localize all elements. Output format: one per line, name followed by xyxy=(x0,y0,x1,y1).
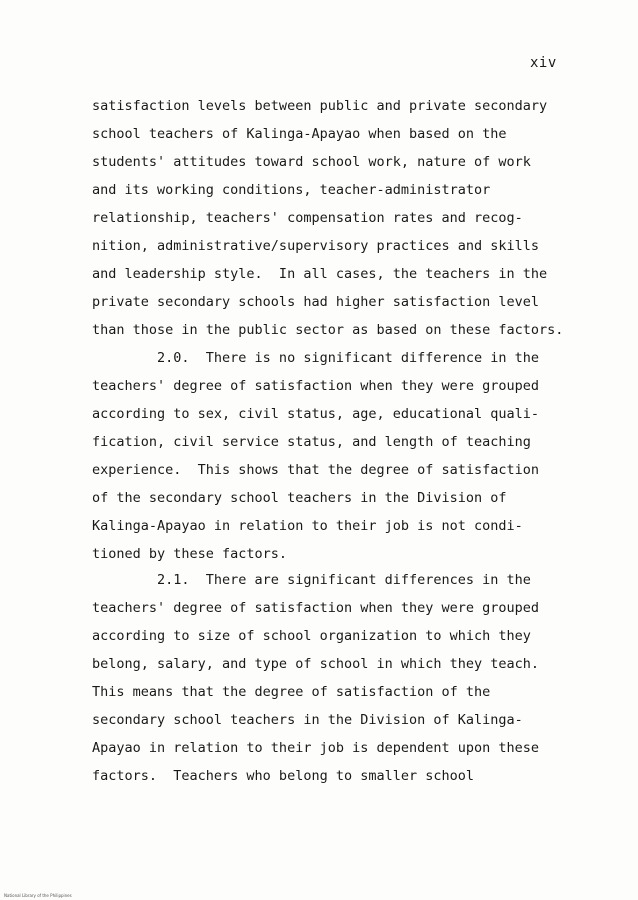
text-line: fication, civil service status, and length of teaching xyxy=(92,434,531,450)
text-line: private secondary schools had higher satisfaction level xyxy=(92,294,540,310)
text-line: nition, administrative/supervisory practices and skills xyxy=(92,238,540,254)
library-footer: National Library of the Philippines xyxy=(4,893,72,898)
text-line: according to size of school organization to which they xyxy=(92,628,531,644)
text-line: secondary school teachers in the Division of Kalinga- xyxy=(92,712,523,728)
text-line: relationship, teachers' compensation rates and recog- xyxy=(92,210,523,226)
text-line: Apayao in relation to their job is dependent upon these xyxy=(92,740,540,756)
page-number: xiv xyxy=(530,55,557,71)
text-line: and leadership style. In all cases, the teachers in the xyxy=(92,266,548,282)
text-line: school teachers of Kalinga-Apayao when based on the xyxy=(92,126,507,142)
text-line: tioned by these factors. xyxy=(92,546,288,562)
text-line: and its working conditions, teacher-administrator xyxy=(92,182,491,198)
text-line: than those in the public sector as based on these factors. xyxy=(92,322,564,338)
text-line: teachers' degree of satisfaction when they were grouped xyxy=(92,600,540,616)
text-line: of the secondary school teachers in the Division of xyxy=(92,490,507,506)
text-line: Kalinga-Apayao in relation to their job is not condi- xyxy=(92,518,523,534)
text-line: This means that the degree of satisfaction of the xyxy=(92,684,491,700)
text-line: belong, salary, and type of school in which they teach. xyxy=(92,656,540,672)
text-line: factors. Teachers who belong to smaller school xyxy=(92,768,475,784)
text-line: according to sex, civil status, age, educational quali- xyxy=(92,406,540,422)
text-line: 2.1. There are significant differences in the xyxy=(92,572,531,588)
text-line: students' attitudes toward school work, nature of work xyxy=(92,154,531,170)
text-line: satisfaction levels between public and private secondary xyxy=(92,98,548,114)
text-line: 2.0. There is no significant difference in the xyxy=(92,350,540,366)
text-line: experience. This shows that the degree of satisfaction xyxy=(92,462,540,478)
text-line: teachers' degree of satisfaction when they were grouped xyxy=(92,378,540,394)
